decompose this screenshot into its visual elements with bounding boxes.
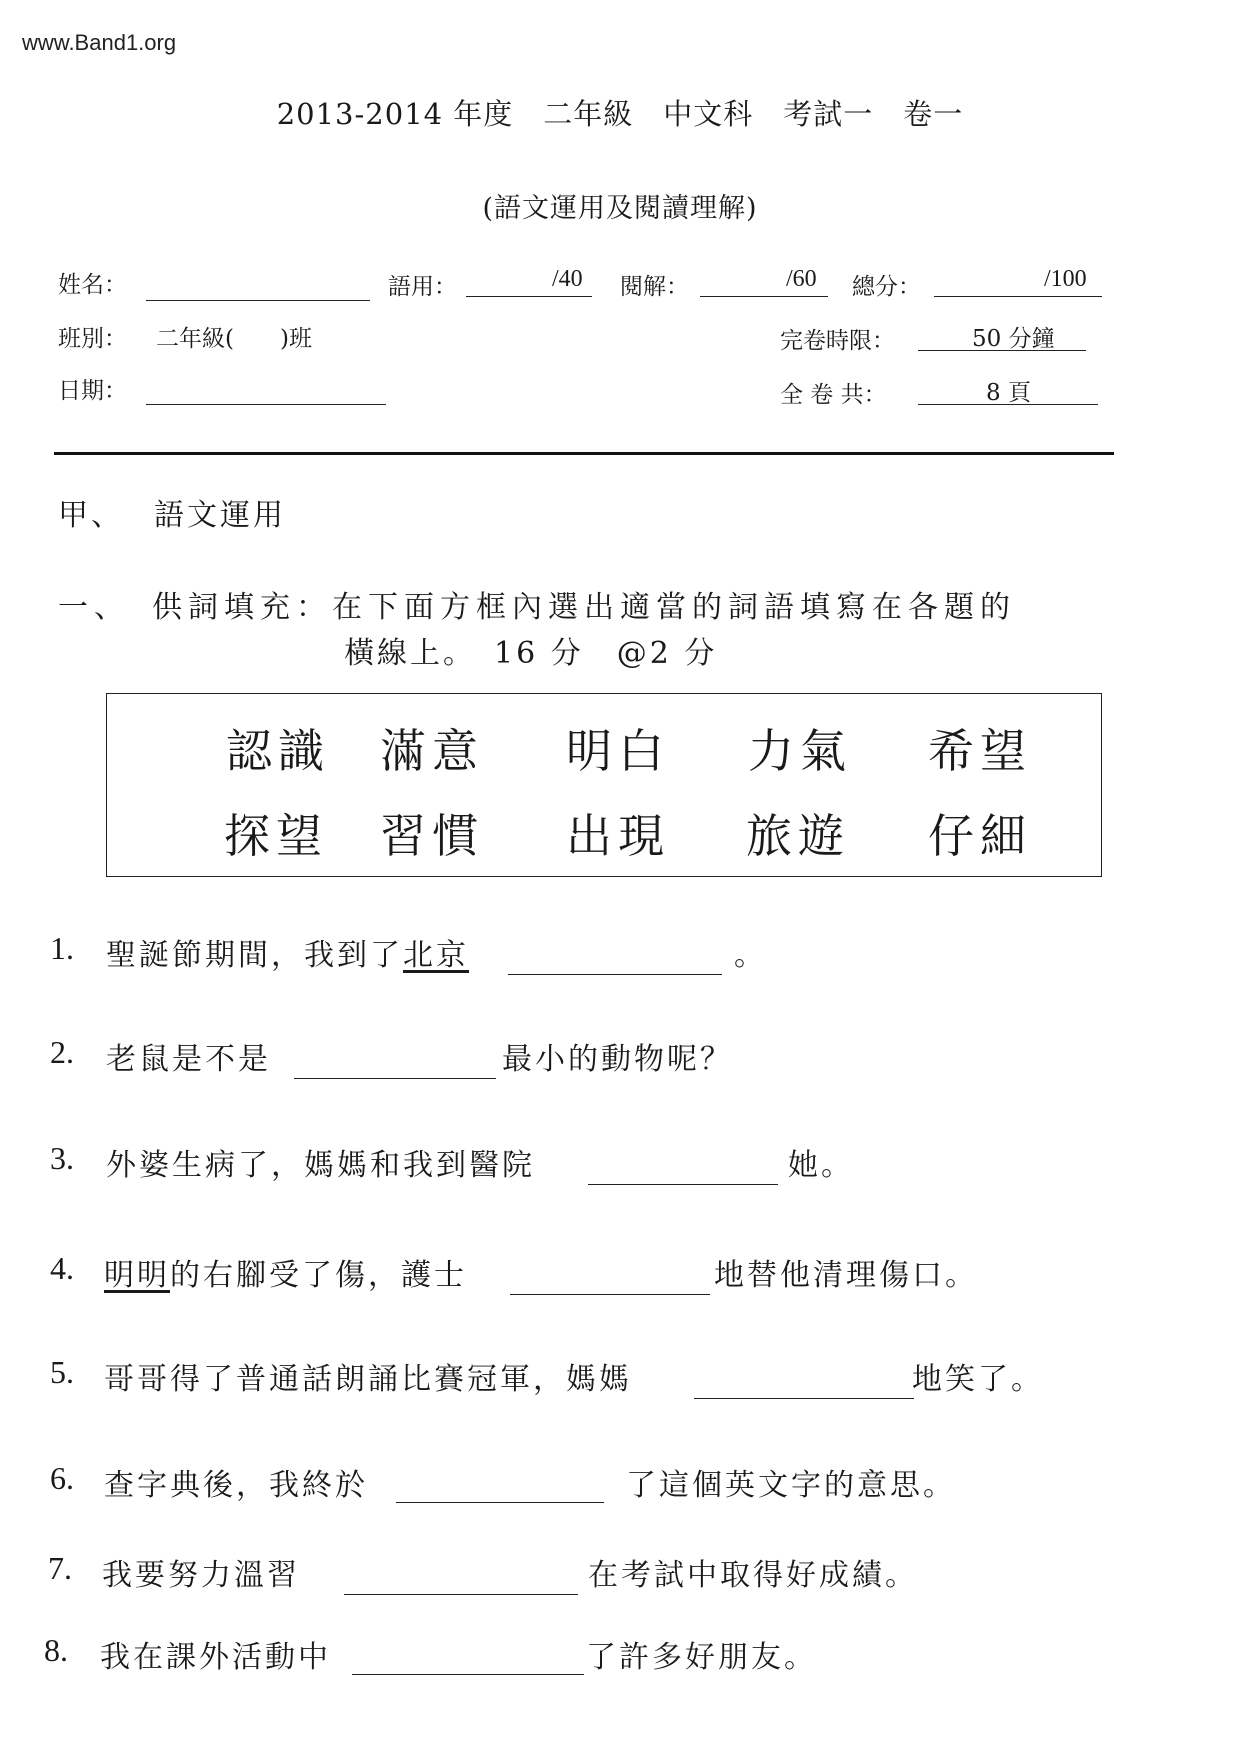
question-text xyxy=(104,1250,467,1294)
answer-blank[interactable] xyxy=(344,1594,578,1595)
question-text-before: 外婆生病了，媽媽和我到醫院 xyxy=(106,1148,535,1183)
question-number: 1. xyxy=(50,930,74,966)
question-number: 7. xyxy=(48,1550,72,1586)
yuyong-score-field[interactable] xyxy=(466,296,592,297)
question-text-after: 。 xyxy=(734,938,767,973)
question-text-before: 查字典後，我終於 xyxy=(104,1468,368,1503)
answer-blank[interactable] xyxy=(294,1078,496,1079)
question-text-after: 地笑了。 xyxy=(912,1362,1044,1397)
word-bank-item: 習慣 xyxy=(380,809,484,863)
answer-blank[interactable] xyxy=(396,1502,604,1503)
total-label: 總分： xyxy=(852,274,921,300)
question-number: 8. xyxy=(44,1632,68,1668)
question-number: 6. xyxy=(50,1460,74,1496)
question-number: 4. xyxy=(50,1250,74,1286)
question-text-before: 我在課外活動中 xyxy=(100,1640,331,1675)
word-bank-item: 明白 xyxy=(566,724,670,778)
total-max: /100 xyxy=(1044,266,1087,292)
answer-blank[interactable] xyxy=(694,1398,914,1399)
date-field[interactable] xyxy=(146,404,386,405)
question-number: 2. xyxy=(50,1034,74,1070)
question-text-before: 的右腳受了傷，護士 xyxy=(170,1258,467,1293)
yuejie-score-field[interactable] xyxy=(700,296,828,297)
word-bank-item: 旅遊 xyxy=(746,809,850,863)
question-number: 3. xyxy=(50,1140,74,1176)
date-label: 日期： xyxy=(58,378,127,404)
section-marker: 甲、 xyxy=(58,498,124,533)
answer-blank[interactable] xyxy=(510,1294,710,1295)
word-bank-item: 探望 xyxy=(224,809,328,863)
section-title: 語文運用 xyxy=(154,498,286,533)
name-field[interactable] xyxy=(146,300,370,301)
word-bank-item: 力氣 xyxy=(748,724,852,778)
question-text xyxy=(106,930,469,974)
time-limit-value: 50 分鐘 xyxy=(972,326,1055,352)
answer-blank[interactable] xyxy=(352,1674,584,1675)
class-label: 班別： xyxy=(58,326,127,352)
question-text-after: 了這個英文字的意思。 xyxy=(626,1468,956,1503)
class-value: 二年級( )班 xyxy=(156,326,312,352)
proper-noun-underlined: 明明 xyxy=(104,1258,170,1293)
question-text-after: 地替他清理傷口。 xyxy=(714,1258,978,1293)
question-text-before: 我要努力溫習 xyxy=(102,1558,300,1593)
exam-title: 2013-2014 年度 二年級 中文科 考試一 卷一 xyxy=(276,97,964,131)
pages-value: 8 頁 xyxy=(986,380,1031,406)
word-bank-item: 出現 xyxy=(566,809,670,863)
exam-subtitle: (語文運用及閱讀理解) xyxy=(482,193,758,224)
question-text-after: 了許多好朋友。 xyxy=(586,1640,817,1675)
part-instruction-line1: 供詞填充：在下面方框內選出適當的詞語填寫在各題的 xyxy=(152,590,1016,625)
name-label: 姓名： xyxy=(58,272,127,298)
question-number: 5. xyxy=(50,1354,74,1390)
pages-label: 全 卷 共： xyxy=(780,382,887,408)
yuejie-max: /60 xyxy=(786,266,817,292)
question-text-after: 在考試中取得好成績。 xyxy=(588,1558,918,1593)
answer-blank[interactable] xyxy=(508,974,722,975)
website-watermark: www.Band1.org xyxy=(22,30,177,55)
header-divider xyxy=(54,452,1114,455)
word-bank-item: 認識 xyxy=(226,724,330,778)
question-text-after: 最小的動物呢？ xyxy=(502,1042,733,1077)
answer-blank[interactable] xyxy=(588,1184,778,1185)
part-instruction-line2: 橫線上。 16 分 @2 分 xyxy=(344,636,718,671)
part-number: 一、 xyxy=(58,590,130,625)
question-text-before: 哥哥得了普通話朗誦比賽冠軍，媽媽 xyxy=(104,1362,632,1397)
word-bank-item: 滿意 xyxy=(380,724,484,778)
question-text-before: 聖誕節期間，我到了 xyxy=(106,938,403,973)
time-limit-label: 完卷時限： xyxy=(780,328,895,354)
yuyong-label: 語用： xyxy=(388,274,457,300)
question-text-after: 她。 xyxy=(788,1148,854,1183)
word-bank-item: 希望 xyxy=(928,724,1032,778)
total-score-field[interactable] xyxy=(934,296,1102,297)
question-text-before: 老鼠是不是 xyxy=(106,1042,271,1077)
yuejie-label: 閱解： xyxy=(620,274,689,300)
yuyong-max: /40 xyxy=(552,266,583,292)
proper-noun-underlined: 北京 xyxy=(403,938,469,973)
word-bank-item: 仔細 xyxy=(928,809,1032,863)
